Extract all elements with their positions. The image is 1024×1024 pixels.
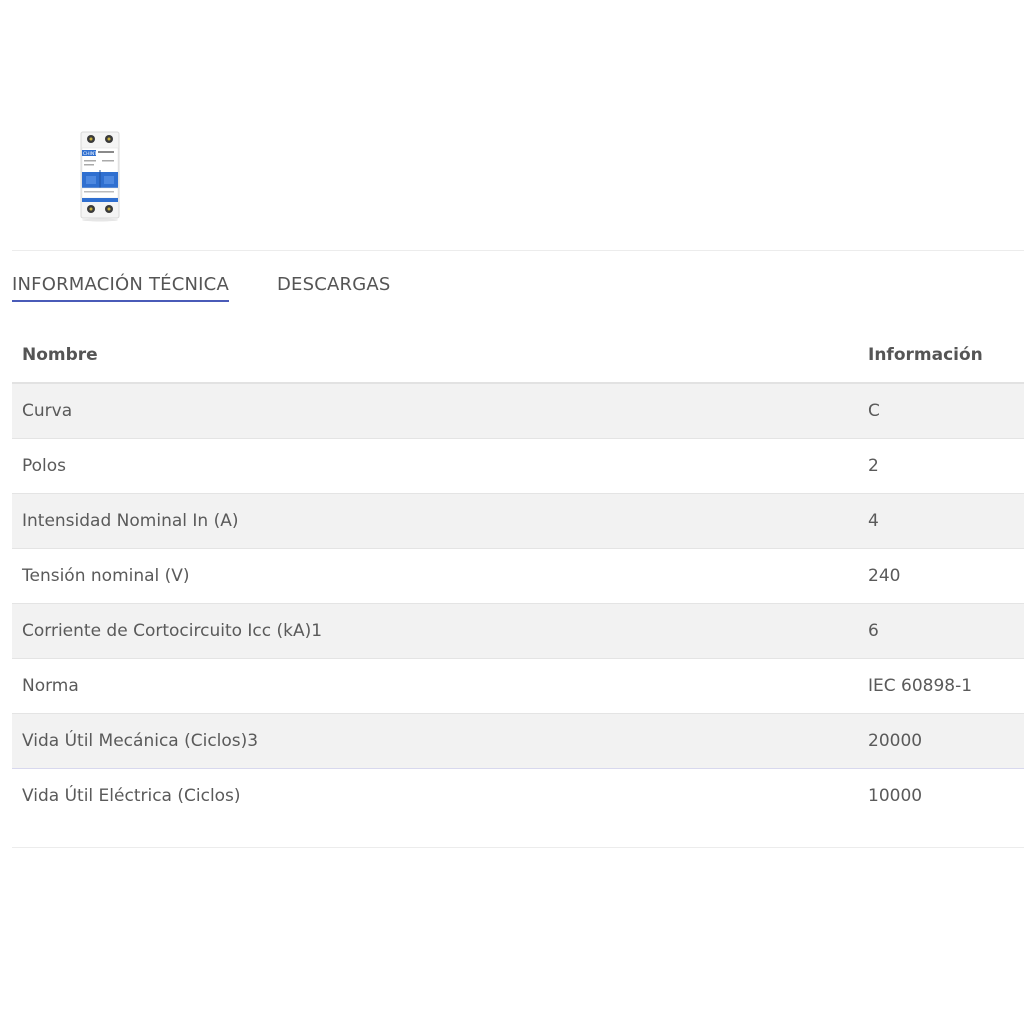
product-thumbnail[interactable] <box>78 130 122 222</box>
row-value: C <box>858 383 1024 439</box>
row-value: IEC 60898-1 <box>858 659 1024 714</box>
row-name: Intensidad Nominal In (A) <box>12 494 858 549</box>
table-row <box>12 549 1024 604</box>
table-row <box>12 659 1024 714</box>
row-name: Tensión nominal (V) <box>12 549 858 604</box>
row-name: Vida Útil Eléctrica (Ciclos) <box>22 786 241 806</box>
spec-table <box>12 328 1024 823</box>
table-row <box>12 494 1024 549</box>
row-name: Norma <box>12 659 858 714</box>
row-name: Corriente de Cortocircuito Icc (kA)1 <box>12 604 858 659</box>
table-row <box>12 769 1024 824</box>
table-row <box>12 439 1024 494</box>
tab-informacion-tecnica[interactable]: INFORMACIÓN TÉCNICA <box>12 272 229 302</box>
bottom-divider <box>12 847 1024 848</box>
row-value: 240 <box>858 549 1024 604</box>
row-name: Polos <box>12 439 858 494</box>
row-value: 2 <box>858 439 1024 494</box>
tab-descargas[interactable]: DESCARGAS <box>276 274 391 295</box>
row-value: 4 <box>858 494 1024 549</box>
row-value: 20000 <box>858 714 1024 769</box>
top-divider <box>12 250 1024 251</box>
brand-logo: CHINT <box>83 152 97 157</box>
table-row <box>12 383 1024 439</box>
row-value: 6 <box>858 604 1024 659</box>
table-row <box>12 714 1024 769</box>
header-informacion: Información <box>858 328 1024 383</box>
row-value: 10000 <box>868 786 923 806</box>
table-header-row <box>12 328 1024 383</box>
header-nombre: Nombre <box>12 328 858 383</box>
tab-bar <box>12 272 391 304</box>
table-row <box>12 604 1024 659</box>
row-name: Curva <box>12 383 858 439</box>
row-name: Vida Útil Mecánica (Ciclos)3 <box>12 714 858 769</box>
